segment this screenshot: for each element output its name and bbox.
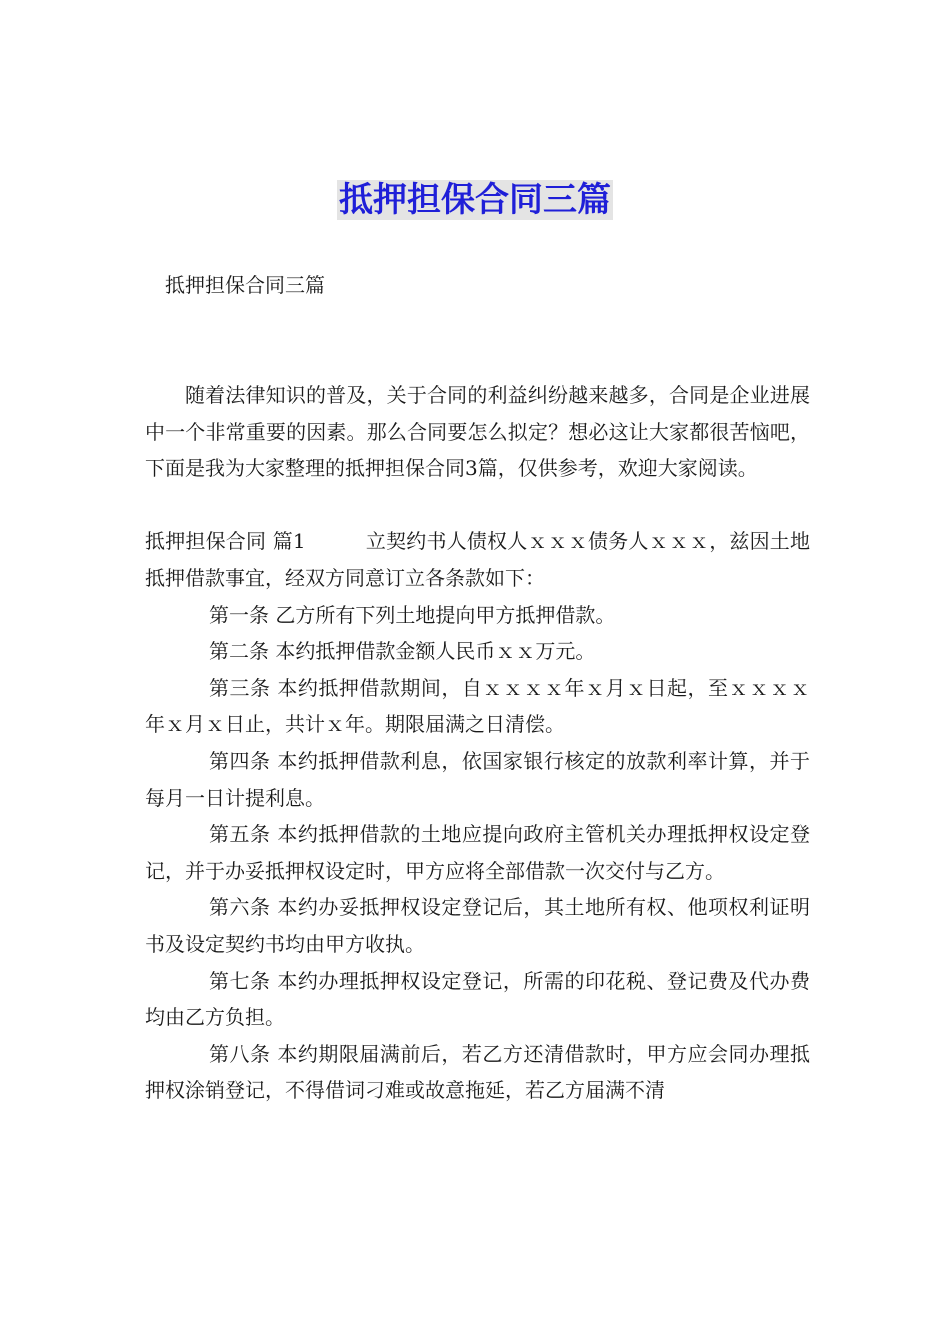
article-5: 第五条 本约抵押借款的土地应提向政府主管机关办理抵押权设定登记，并于办妥抵押权设定时，甲方应将全部借款一次交付与乙方。 bbox=[145, 822, 810, 883]
document-title-text: 抵押担保合同三篇 bbox=[339, 180, 611, 220]
intro-paragraph: 随着法律知识的普及，关于合同的利益纠纷越来越多，合同是企业进展中一个非常重要的因素。那么合同要怎么拟定？想必这让大家都很苦恼吧，下面是我为大家整理的抵押担保合同3篇，仅供参考，欢迎大家阅读。 bbox=[145, 383, 810, 481]
article-6: 第六条 本约办妥抵押权设定登记后，其土地所有权、他项权利证明书及设定契约书均由甲方收执。 bbox=[145, 895, 810, 956]
article-2: 第二条 本约抵押借款金额人民币ｘｘ万元。 bbox=[209, 639, 596, 664]
article-8: 第八条 本约期限届满前后，若乙方还清借款时，甲方应会同办理抵押权涂销登记，不得借词刁难或故意拖延，若乙方届满不清 bbox=[145, 1041, 810, 1103]
article-4: 第四条 本约抵押借款利息，依国家银行核定的放款利率计算，并于每月一日计提利息。 bbox=[145, 748, 810, 810]
document-title bbox=[0, 176, 950, 224]
section-paragraph bbox=[145, 523, 810, 596]
article-7: 第七条 本约办理抵押权设定登记，所需的印花税、登记费及代办费均由乙方负担。 bbox=[145, 968, 810, 1030]
document-body bbox=[145, 377, 810, 1109]
document-subtitle: 抵押担保合同三篇 bbox=[165, 273, 325, 297]
section-opening: 立契约书人债权人ｘｘｘ债务人ｘｘｘ，兹因土地抵押借款事宜，经双方同意订立各条款如下： bbox=[145, 529, 811, 590]
section-heading: 抵押担保合同 篇1 bbox=[145, 529, 306, 554]
article-1: 第一条 乙方所有下列土地提向甲方抵押借款。 bbox=[209, 602, 616, 627]
article-3: 第三条 本约抵押借款期间，自ｘｘｘｘ年ｘ月ｘ日起，至ｘｘｘｘ年ｘ月ｘ日止，共计ｘ年。期限届满之日清偿。 bbox=[145, 675, 810, 737]
